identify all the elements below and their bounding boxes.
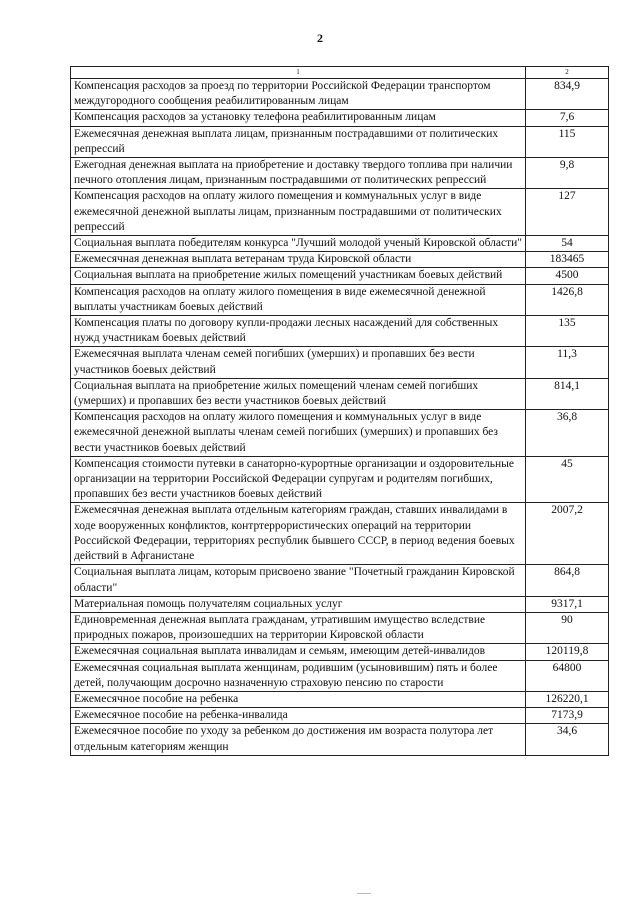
row-description: Компенсация расходов на оплату жилого помещения и коммунальных услуг в виде ежемесячной денежной выплаты лицам, признанным пострадавшими от политических репрессий xyxy=(71,189,526,236)
row-amount: 2007,2 xyxy=(526,503,609,565)
row-amount: 834,9 xyxy=(526,79,609,110)
scan-artifact xyxy=(357,893,371,894)
row-amount: 9,8 xyxy=(526,158,609,189)
row-description: Компенсация стоимости путевки в санаторно-курортные организации и оздоровительные организации на территории Российской Федерации супругам и родителям погибших, пропавших без вести участников боевых действий xyxy=(71,456,526,503)
row-amount: 127 xyxy=(526,189,609,236)
row-amount: 864,8 xyxy=(526,565,609,596)
row-amount: 54 xyxy=(526,236,609,252)
table-row xyxy=(71,456,609,503)
table-row xyxy=(71,503,609,565)
page-number: 2 xyxy=(317,31,323,45)
table-row xyxy=(71,268,609,284)
table-row xyxy=(71,110,609,126)
row-description: Ежемесячная выплата членам семей погибших (умерших) и пропавших без вести участников боевых действий xyxy=(71,347,526,378)
table-row xyxy=(71,596,609,612)
table-row xyxy=(71,724,609,755)
row-amount: 135 xyxy=(526,316,609,347)
table-row xyxy=(71,410,609,457)
row-amount: 115 xyxy=(526,126,609,157)
row-description: Компенсация расходов за проезд по территории Российской Федерации транспортом междугородного сообщения реабилитированным лицам xyxy=(71,79,526,110)
table-row xyxy=(71,189,609,236)
row-amount: 45 xyxy=(526,456,609,503)
table-row xyxy=(71,252,609,268)
row-amount: 64800 xyxy=(526,660,609,691)
row-description: Компенсация расходов на оплату жилого помещения и коммунальных услуг в виде ежемесячной денежной выплаты членам семей погибших (умерших) и пропавших без вести участников боевых действий xyxy=(71,410,526,457)
table-row xyxy=(71,708,609,724)
table-row xyxy=(71,158,609,189)
table-row xyxy=(71,565,609,596)
row-description: Ежемесячная денежная выплата ветеранам труда Кировской области xyxy=(71,252,526,268)
table-row xyxy=(71,644,609,660)
row-amount: 90 xyxy=(526,612,609,643)
row-amount: 126220,1 xyxy=(526,691,609,707)
row-description: Социальная выплата победителям конкурса "Лучший молодой ученый Кировской области" xyxy=(71,236,526,252)
row-amount: 9317,1 xyxy=(526,596,609,612)
row-description: Ежемесячная социальная выплата женщинам, родившим (усыновившим) пять и более детей, получающим досрочно назначенную страховую пенсию по старости xyxy=(71,660,526,691)
row-amount: 4500 xyxy=(526,268,609,284)
table-row xyxy=(71,612,609,643)
table-row xyxy=(71,378,609,409)
row-description: Компенсация расходов на оплату жилого помещения в виде ежемесячной денежной выплаты участникам боевых действий xyxy=(71,284,526,315)
table-row xyxy=(71,347,609,378)
expenditure-table xyxy=(70,66,609,756)
row-description: Материальная помощь получателям социальных услуг xyxy=(71,596,526,612)
row-amount: 36,8 xyxy=(526,410,609,457)
row-description: Ежемесячная денежная выплата лицам, признанным пострадавшими от политических репрессий xyxy=(71,126,526,157)
row-description: Ежемесячное пособие на ребенка xyxy=(71,691,526,707)
table-row xyxy=(71,236,609,252)
row-description: Социальная выплата на приобретение жилых помещений членам семей погибших (умерших) и пропавших без вести участников боевых действий xyxy=(71,378,526,409)
row-description: Ежемесячное пособие на ребенка-инвалида xyxy=(71,708,526,724)
row-amount: 183465 xyxy=(526,252,609,268)
table-row xyxy=(71,284,609,315)
row-description: Компенсация расходов за установку телефона реабилитированным лицам xyxy=(71,110,526,126)
row-amount: 1426,8 xyxy=(526,284,609,315)
row-description: Единовременная денежная выплата гражданам, утратившим имущество вследствие природных пожаров, произошедших на территории Кировской области xyxy=(71,612,526,643)
table-body xyxy=(71,67,609,756)
header-col-2: 2 xyxy=(526,67,609,79)
row-amount: 120119,8 xyxy=(526,644,609,660)
table-row xyxy=(71,660,609,691)
table-header-row xyxy=(71,67,609,79)
table-row xyxy=(71,316,609,347)
table-row xyxy=(71,79,609,110)
row-description: Социальная выплата на приобретение жилых помещений участникам боевых действий xyxy=(71,268,526,284)
row-amount: 814,1 xyxy=(526,378,609,409)
table-row xyxy=(71,691,609,707)
header-col-1: 1 xyxy=(71,67,526,79)
row-description: Ежемесячная социальная выплата инвалидам и семьям, имеющим детей-инвалидов xyxy=(71,644,526,660)
row-amount: 11,3 xyxy=(526,347,609,378)
row-amount: 34,6 xyxy=(526,724,609,755)
row-description: Компенсация платы по договору купли-продажи лесных насаждений для собственных нужд участникам боевых действий xyxy=(71,316,526,347)
row-amount: 7,6 xyxy=(526,110,609,126)
row-description: Ежемесячная денежная выплата отдельным категориям граждан, ставших инвалидами в ходе вооруженных конфликтов, контртеррористических операций на территории Российской Федерации, территориях республик бывшего СССР, в период ведения боевых действий в Афганистане xyxy=(71,503,526,565)
row-description: Ежемесячное пособие по уходу за ребенком до достижения им возраста полутора лет отдельным категориям женщин xyxy=(71,724,526,755)
row-description: Ежегодная денежная выплата на приобретение и доставку твердого топлива при наличии печного отопления лицам, признанным пострадавшими от политических репрессий xyxy=(71,158,526,189)
row-amount: 7173,9 xyxy=(526,708,609,724)
table-row xyxy=(71,126,609,157)
row-description: Социальная выплата лицам, которым присвоено звание "Почетный гражданин Кировской области" xyxy=(71,565,526,596)
